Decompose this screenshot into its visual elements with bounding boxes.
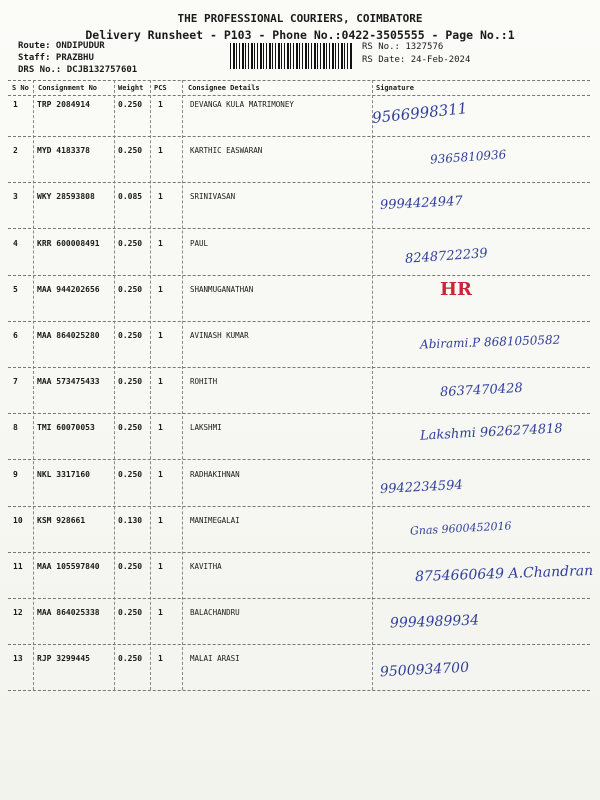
- weight-value: 0.250: [118, 331, 143, 340]
- row-serial-number: 5: [13, 284, 18, 294]
- pieces-count: 1: [158, 423, 163, 433]
- weight-value: 0.130: [118, 515, 143, 525]
- consignee-name: AVINASH KUMAR: [190, 331, 249, 340]
- row-divider: [8, 506, 590, 507]
- handwritten-signature: 9942234594: [379, 477, 464, 497]
- runsheet-subtitle: Delivery Runsheet - P103 - Phone No.:0422-3505555 - Page No.:1: [85, 28, 515, 42]
- weight-value: 0.250: [118, 238, 143, 248]
- consignee-name: KARTHIC EASWARAN: [190, 146, 263, 156]
- pieces-count: 1: [158, 562, 163, 571]
- consignment-number: NKL 3317160: [37, 469, 90, 479]
- pieces-count: 1: [158, 146, 163, 156]
- company-title: THE PROFESSIONAL COURIERS, COIMBATORE: [177, 12, 423, 25]
- pieces-count: 1: [158, 654, 163, 664]
- weight-value: 0.250: [118, 284, 143, 294]
- pieces-count: 1: [158, 608, 163, 618]
- consignment-number: WKY 28593808: [37, 192, 95, 202]
- col-header-signature: Signature: [376, 84, 414, 92]
- col-header-weight: Weight: [118, 84, 144, 92]
- consignee-name: MALAI ARASI: [190, 654, 240, 664]
- handwritten-signature: 8754660649 A.Chandran: [414, 562, 594, 586]
- consignee-name: DEVANGA KULA MATRIMONEY: [190, 100, 294, 109]
- pieces-count: 1: [158, 238, 163, 248]
- row-serial-number: 6: [13, 331, 18, 340]
- consignment-number: MAA 864025338: [37, 608, 100, 618]
- weight-value: 0.250: [118, 423, 143, 433]
- row-serial-number: 7: [13, 377, 18, 387]
- row-divider: [8, 552, 590, 553]
- col-header-pcs: PCS: [154, 84, 167, 92]
- col-header-consignment: Consignment No: [38, 84, 98, 92]
- consignment-number: TRP 2084914: [37, 100, 90, 109]
- handwritten-signature: 9994424947: [379, 194, 464, 214]
- consignee-name: BALACHANDRU: [190, 608, 240, 618]
- handwritten-signature: 8248722239: [404, 245, 489, 267]
- row-serial-number: 11: [13, 562, 23, 571]
- row-serial-number: 1: [13, 100, 18, 109]
- pieces-count: 1: [158, 377, 163, 387]
- weight-value: 0.250: [118, 146, 143, 156]
- handwritten-signature: 9500934700: [379, 660, 470, 681]
- consignment-number: MAA 944202656: [37, 284, 100, 294]
- consignee-name: SRINIVASAN: [190, 192, 236, 202]
- row-divider: [8, 459, 590, 460]
- row-serial-number: 3: [13, 192, 18, 202]
- weight-value: 0.085: [118, 192, 143, 202]
- consignee-name: ROHITH: [190, 377, 218, 387]
- row-divider: [8, 182, 590, 183]
- weight-value: 0.250: [118, 377, 143, 387]
- col-header-sno: S No: [12, 84, 29, 92]
- weight-value: 0.250: [118, 654, 143, 664]
- row-serial-number: 13: [13, 654, 23, 664]
- consignee-name: MANIMEGALAI: [190, 515, 240, 525]
- consignment-number: MYD 4183378: [37, 146, 90, 156]
- consignment-number: MAA 105597840: [37, 562, 100, 571]
- row-divider: [8, 367, 590, 368]
- pieces-count: 1: [158, 515, 163, 525]
- consignment-number: RJP 3299445: [37, 654, 90, 664]
- row-serial-number: 2: [13, 146, 18, 156]
- consignment-number: MAA 864025280: [37, 331, 100, 340]
- pieces-count: 1: [158, 469, 163, 479]
- row-divider: [8, 136, 590, 137]
- weight-value: 0.250: [118, 562, 143, 571]
- table-header-border: [8, 95, 590, 96]
- pieces-count: 1: [158, 100, 163, 109]
- handwritten-signature: 9994989934: [389, 612, 480, 632]
- weight-value: 0.250: [118, 608, 143, 618]
- consignee-name: LAKSHMI: [190, 423, 222, 433]
- row-divider: [8, 413, 590, 414]
- row-divider: [8, 690, 590, 691]
- row-divider: [8, 275, 590, 276]
- consignee-name: RADHAKIHNAN: [190, 469, 240, 479]
- pieces-count: 1: [158, 192, 163, 202]
- handwritten-signature: Abirami.P 8681050582: [419, 332, 561, 352]
- barcode-image: [230, 43, 352, 69]
- consignment-number: KSM 928661: [37, 515, 86, 525]
- row-divider: [8, 321, 590, 322]
- row-serial-number: 10: [13, 515, 23, 525]
- row-serial-number: 4: [13, 238, 18, 248]
- handwritten-signature: Lakshmi 9626274818: [419, 421, 563, 445]
- route-label: Route: ONDIPUDUR: [18, 41, 105, 51]
- row-serial-number: 9: [13, 469, 18, 479]
- handwritten-signature: HR: [440, 278, 472, 300]
- handwritten-signature: 9566998311: [371, 99, 469, 127]
- consignment-number: MAA 573475433: [37, 377, 100, 387]
- weight-value: 0.250: [118, 469, 143, 479]
- rs-number: RS No.: 1327576: [362, 42, 444, 52]
- row-divider: [8, 644, 590, 645]
- consignment-number: TMI 60070053: [37, 423, 95, 433]
- row-serial-number: 8: [13, 423, 18, 433]
- consignee-name: SHANMUGANATHAN: [190, 284, 254, 294]
- table-top-border: [8, 80, 590, 81]
- col-header-consignee: Consignee Details: [188, 84, 260, 92]
- row-divider: [8, 228, 590, 229]
- rs-date: RS Date: 24-Feb-2024: [362, 55, 471, 65]
- weight-value: 0.250: [118, 100, 143, 109]
- staff-label: Staff: PRAZBHU: [18, 53, 94, 63]
- consignee-name: KAVITHA: [190, 562, 222, 571]
- pieces-count: 1: [158, 284, 163, 294]
- handwritten-signature: 9365810936: [429, 147, 507, 167]
- handwritten-signature: Gnas 9600452016: [409, 519, 512, 538]
- consignment-number: KRR 600008491: [37, 238, 100, 248]
- row-divider: [8, 598, 590, 599]
- row-serial-number: 12: [13, 608, 23, 618]
- handwritten-signature: 8637470428: [439, 381, 524, 401]
- drs-number: DRS No.: DCJB132757601: [18, 65, 138, 75]
- consignee-name: PAUL: [190, 238, 209, 248]
- pieces-count: 1: [158, 331, 163, 340]
